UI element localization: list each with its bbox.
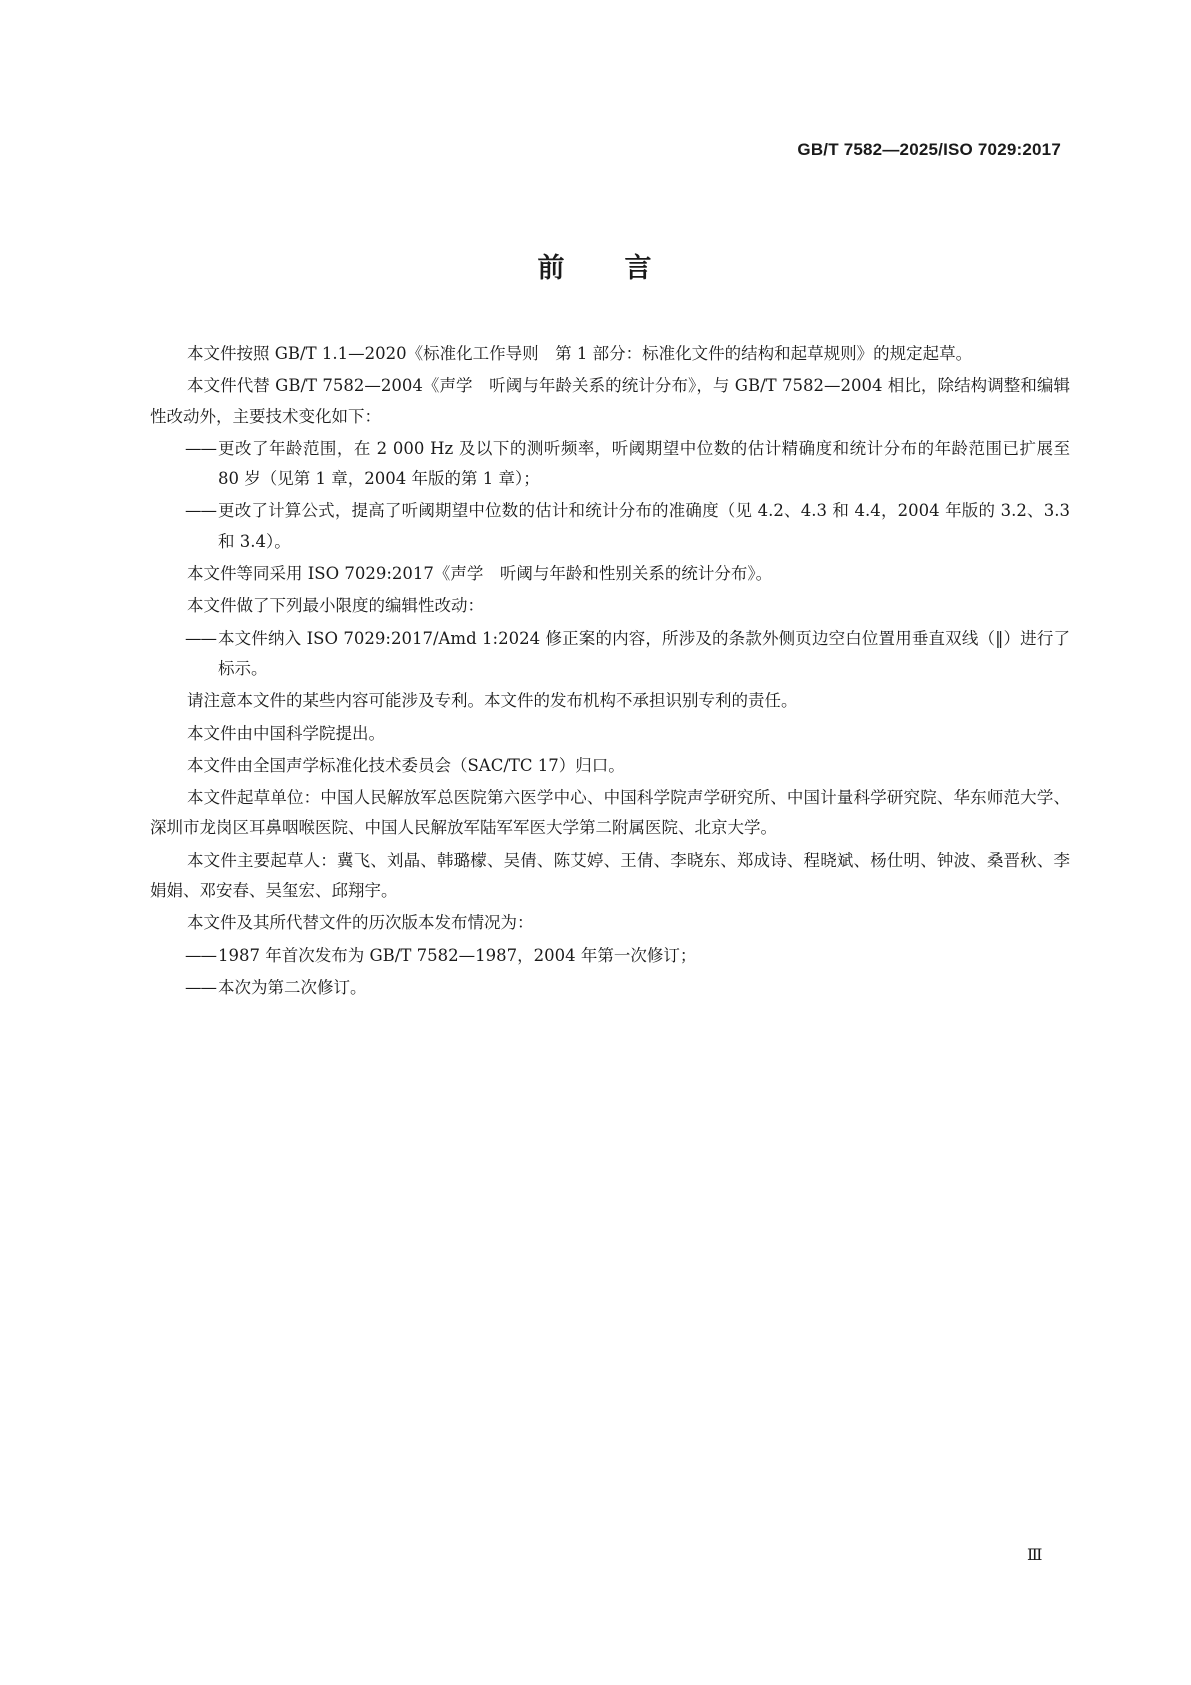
list-item-text: 更改了计算公式，提高了听阈期望中位数的估计和统计分布的准确度（见 4.2、4.3 和 4.4，2004 年版的 3.2、3.3 和 3.4）。 [218, 501, 1070, 551]
list-item [150, 624, 1070, 685]
list-item-text: 1987 年首次发布为 GB/T 7582—1987，2004 年第一次修订； [218, 945, 697, 965]
list-item-text: 更改了年龄范围，在 2 000 Hz 及以下的测听频率，听阈期望中位数的估计精确度和统计分布的年龄范围已扩展至 80 岁（见第 1 章，2004 年版的第 1 章）； [218, 438, 1070, 489]
list-item [150, 973, 1070, 1003]
paragraph-main-drafters: 本文件主要起草人：冀飞、刘晶、韩璐檬、吴倩、陈艾婷、王倩、李晓东、郑成诗、程晓斌、杨仕明、钟波、桑晋秋、李娟娟、邓安春、吴玺宏、邱翔宇。 [150, 850, 1070, 901]
paragraph-replaces: 本文件代替 GB/T 7582—2004《声学 听阈与年龄关系的统计分布》，与 GB/T 7582—2004 相比，除结构调整和编辑性改动外，主要技术变化如下： [150, 376, 1070, 426]
paragraph-under-jurisdiction: 本文件由全国声学标准化技术委员会（SAC/TC 17）归口。 [187, 755, 625, 775]
dash-marker: —— [185, 438, 216, 458]
list-item [150, 941, 1070, 971]
paragraph-patent-notice: 请注意本文件的某些内容可能涉及专利。本文件的发布机构不承担识别专利的责任。 [187, 691, 798, 711]
page-number: Ⅲ [1027, 1547, 1043, 1564]
document-code: GB/T 7582—2025/ISO 7029:2017 [797, 140, 1061, 159]
list-item-text: 本文件纳入 ISO 7029:2017/Amd 1:2024 修正案的内容，所涉及的条款外侧页边空白位置用垂直双线（‖）进行了标示。 [218, 628, 1070, 678]
paragraph-proposed-by: 本文件由中国科学院提出。 [187, 723, 385, 743]
dash-marker: —— [185, 501, 216, 521]
list-item [150, 496, 1070, 557]
list-item-text: 本次为第二次修订。 [218, 977, 367, 997]
dash-marker: —— [185, 945, 216, 965]
page-title [0, 246, 1191, 285]
paragraph-drafting-rules: 本文件按照 GB/T 1.1—2020《标准化工作导则 第 1 部分：标准化文件的结构和起草规则》的规定起草。 [187, 344, 973, 363]
paragraph-identical-adoption: 本文件等同采用 ISO 7029:2017《声学 听阈与年龄和性别关系的统计分布》。 [187, 564, 773, 584]
page-title-part1: 前 [537, 253, 567, 284]
dash-marker: —— [185, 977, 216, 997]
list-item [150, 434, 1070, 495]
page-title-part2: 言 [624, 253, 654, 284]
paragraph-editorial-changes: 本文件做了下列最小限度的编辑性改动： [187, 596, 484, 616]
foreword-body [150, 339, 1070, 1005]
paragraph-drafting-organizations: 本文件起草单位：中国人民解放军总医院第六医学中心、中国科学院声学研究所、中国计量科学研究院、华东师范大学、深圳市龙岗区耳鼻咽喉医院、中国人民解放军陆军军医大学第二附属医院、北京大学。 [150, 788, 1070, 838]
dash-marker: —— [185, 628, 216, 648]
paragraph-version-history: 本文件及其所代替文件的历次版本发布情况为： [187, 913, 534, 933]
